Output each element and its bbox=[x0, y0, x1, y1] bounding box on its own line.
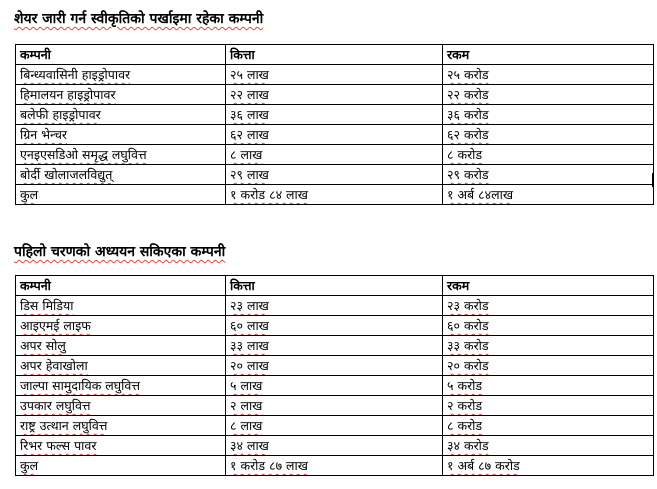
cell-company: अपर हेवाखोला bbox=[16, 356, 226, 376]
column-header-amount: रकम bbox=[443, 45, 654, 65]
section2-title: पहिलो चरणको अध्ययन सकिएका कम्पनी bbox=[14, 244, 226, 260]
total-amount: १ अर्ब ८४लाख bbox=[443, 185, 654, 205]
total-shares: १ करोड ८४ लाख bbox=[226, 185, 443, 205]
column-header-company: कम्पनी bbox=[16, 276, 226, 296]
table-row bbox=[16, 125, 654, 145]
cell-shares: २० लाख bbox=[226, 356, 443, 376]
cell-amount: ३६ करोड bbox=[443, 105, 654, 125]
cell-shares: २ लाख bbox=[226, 396, 443, 416]
cell-shares: ३४ लाख bbox=[226, 436, 443, 456]
cell-company: बलेफी हाइड्रोपावर bbox=[16, 105, 226, 125]
table-row bbox=[16, 436, 654, 456]
cell-shares: ८ लाख bbox=[226, 416, 443, 436]
cell-amount: ३३ करोड bbox=[443, 336, 654, 356]
column-header-shares: कित्ता bbox=[226, 45, 443, 65]
cell-amount: २५ करोड bbox=[443, 65, 654, 85]
cell-shares: ८ लाख bbox=[226, 145, 443, 165]
cell-company: राष्ट्र उत्थान लघुवित्त bbox=[16, 416, 226, 436]
cell-amount: ६२ करोड bbox=[443, 125, 654, 145]
cell-amount: ५ करोड bbox=[443, 376, 654, 396]
table-row bbox=[16, 336, 654, 356]
total-company: कुल bbox=[16, 185, 226, 205]
table-row bbox=[16, 376, 654, 396]
total-amount: १ अर्ब ८७ करोड bbox=[443, 456, 654, 476]
table-row bbox=[16, 85, 654, 105]
total-row bbox=[16, 185, 654, 205]
cell-company: बोर्दी खोलाजलविद्युत् bbox=[16, 165, 226, 185]
cell-shares: ६२ लाख bbox=[226, 125, 443, 145]
cell-shares: ३६ लाख bbox=[226, 105, 443, 125]
margin-mark bbox=[652, 173, 654, 187]
column-header-company: कम्पनी bbox=[16, 45, 226, 65]
cell-shares: २२ लाख bbox=[226, 85, 443, 105]
column-header-amount: रकम bbox=[443, 276, 654, 296]
cell-shares: ३३ लाख bbox=[226, 336, 443, 356]
cell-amount: ६० करोड bbox=[443, 316, 654, 336]
cell-amount: २२ करोड bbox=[443, 85, 654, 105]
cell-shares: २९ लाख bbox=[226, 165, 443, 185]
table-header-row bbox=[16, 276, 654, 296]
cell-company: उपकार लघुवित्त bbox=[16, 396, 226, 416]
cell-amount: २ करोड bbox=[443, 396, 654, 416]
cell-company: बिन्ध्यवासिनी हाइड्रोपावर bbox=[16, 65, 226, 85]
cell-company: जाल्पा सामुदायिक लघुवित्त bbox=[16, 376, 226, 396]
cell-company: अपर सोलु bbox=[16, 336, 226, 356]
total-row bbox=[16, 456, 654, 476]
cell-company: हिमालयन हाइड्रोपावर bbox=[16, 85, 226, 105]
cell-shares: ६० लाख bbox=[226, 316, 443, 336]
cell-shares: २५ लाख bbox=[226, 65, 443, 85]
table-row bbox=[16, 296, 654, 316]
table-row bbox=[16, 396, 654, 416]
cell-amount: २० करोड bbox=[443, 356, 654, 376]
cell-company: आइएमई लाइफ bbox=[16, 316, 226, 336]
total-shares: १ करोड ८७ लाख bbox=[226, 456, 443, 476]
table-row bbox=[16, 316, 654, 336]
cell-amount: २९ करोड bbox=[443, 165, 654, 185]
table-row bbox=[16, 356, 654, 376]
cell-shares: २३ लाख bbox=[226, 296, 443, 316]
table-row bbox=[16, 145, 654, 165]
table-row bbox=[16, 105, 654, 125]
cell-amount: २३ करोड bbox=[443, 296, 654, 316]
cell-company: ग्रिन भेन्चर bbox=[16, 125, 226, 145]
total-company: कुल bbox=[16, 456, 226, 476]
table-row bbox=[16, 65, 654, 85]
section1-title: शेयर जारी गर्न स्वीकृतिको पर्खाइमा रहेका कम्पनी bbox=[14, 11, 264, 27]
table-header-row bbox=[16, 45, 654, 65]
first-phase-table bbox=[15, 275, 654, 476]
pending-approval-table bbox=[15, 44, 654, 205]
cell-amount: ३४ करोड bbox=[443, 436, 654, 456]
cell-amount: ८ करोड bbox=[443, 416, 654, 436]
cell-company: डिस मिडिया bbox=[16, 296, 226, 316]
table-row bbox=[16, 416, 654, 436]
cell-company: एनइएसडिओ समृद्ध लघुवित्त bbox=[16, 145, 226, 165]
table-row bbox=[16, 165, 654, 185]
cell-company: रिभर फल्स पावर bbox=[16, 436, 226, 456]
cell-shares: ५ लाख bbox=[226, 376, 443, 396]
column-header-shares: कित्ता bbox=[226, 276, 443, 296]
cell-amount: ८ करोड bbox=[443, 145, 654, 165]
